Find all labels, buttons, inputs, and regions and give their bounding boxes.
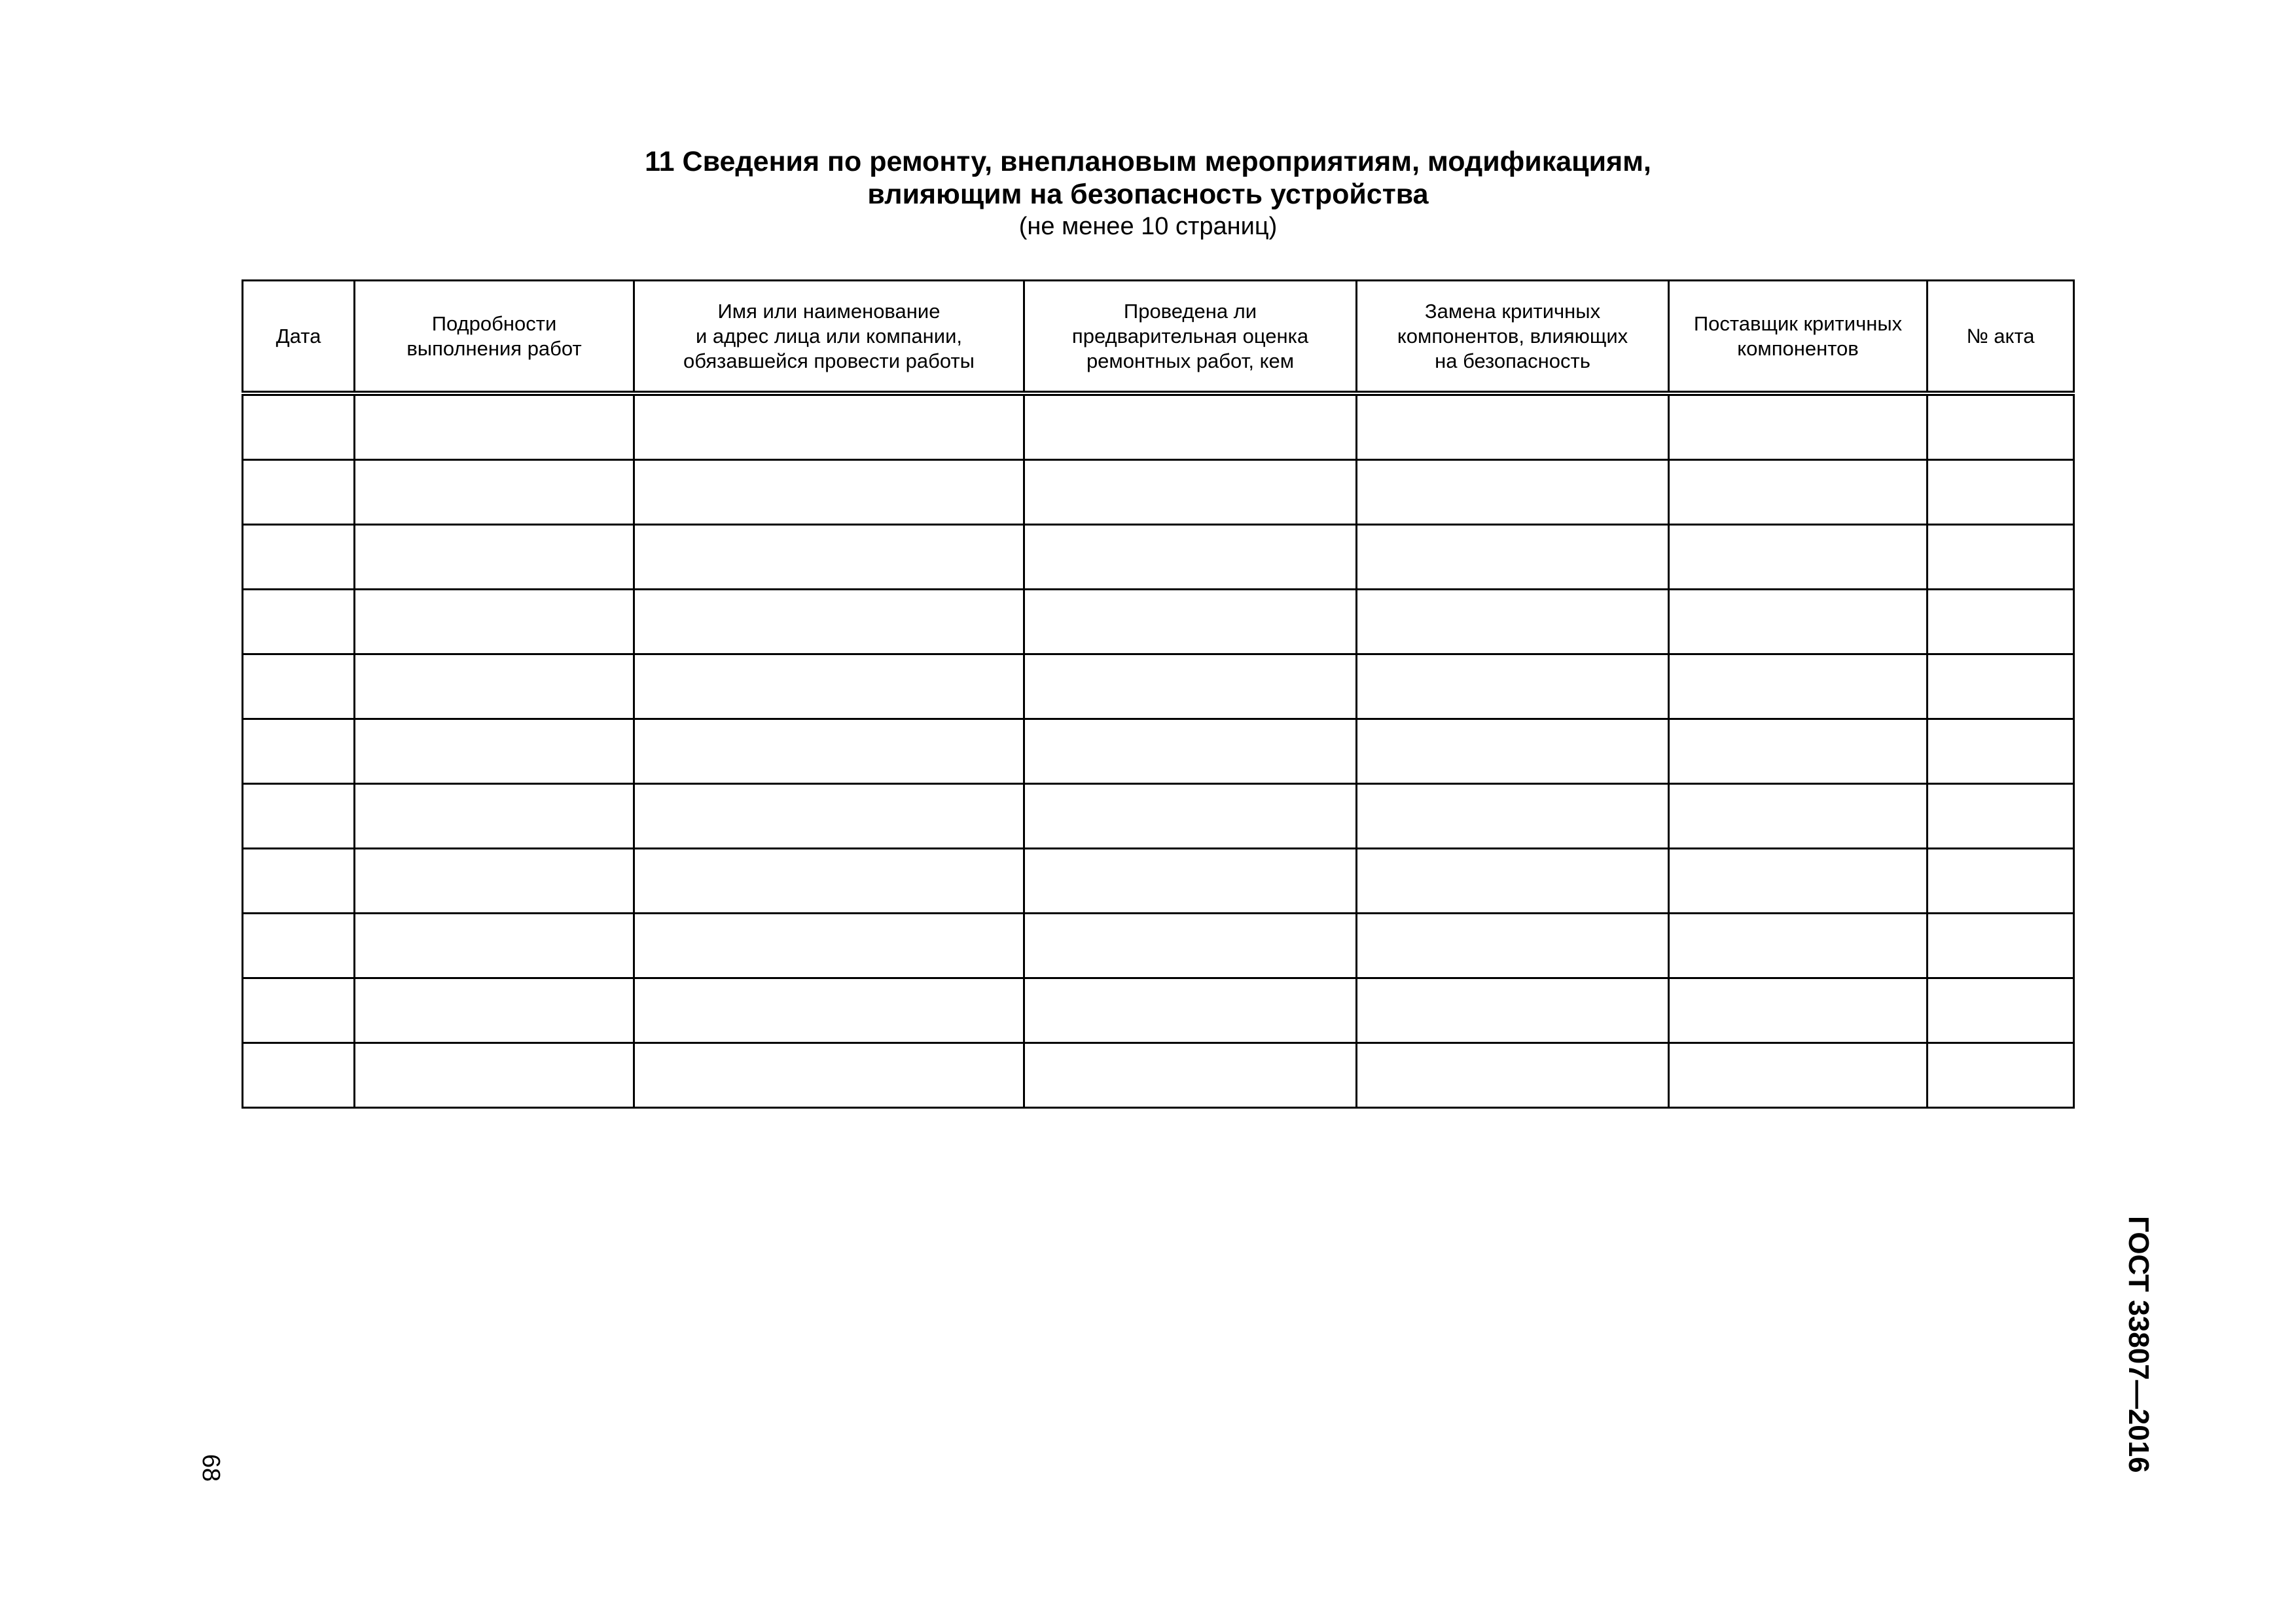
table-cell <box>1357 393 1669 460</box>
table-row <box>243 978 2074 1043</box>
table-row <box>243 654 2074 719</box>
table-row <box>243 719 2074 784</box>
table-cell <box>355 978 634 1043</box>
header-line: ремонтных работ, кем <box>1086 349 1295 372</box>
table-row <box>243 393 2074 460</box>
table-cell <box>1357 525 1669 590</box>
table-row <box>243 784 2074 849</box>
table-cell <box>243 1043 355 1108</box>
table-cell <box>355 914 634 978</box>
table-row <box>243 460 2074 525</box>
table-cell <box>1928 914 2074 978</box>
header-line: выполнения работ <box>406 336 582 360</box>
header-line: предварительная оценка <box>1071 324 1309 348</box>
table-row <box>243 525 2074 590</box>
table-cell <box>1928 784 2074 849</box>
table-cell <box>634 978 1024 1043</box>
table-cell <box>243 719 355 784</box>
table-cell <box>355 784 634 849</box>
table-header-row <box>243 281 2074 394</box>
table-cell <box>243 849 355 914</box>
table-cell <box>1357 914 1669 978</box>
table-cell <box>355 393 634 460</box>
table-cell <box>1357 849 1669 914</box>
table-row <box>243 914 2074 978</box>
table-cell <box>1024 393 1357 460</box>
table-cell <box>634 784 1024 849</box>
table-cell <box>1357 590 1669 654</box>
table-cell <box>1928 719 2074 784</box>
table-cell <box>634 525 1024 590</box>
table-cell <box>634 460 1024 525</box>
table-cell <box>243 914 355 978</box>
table-cell <box>1024 525 1357 590</box>
table-cell <box>1024 654 1357 719</box>
table-cell <box>1928 525 2074 590</box>
header-line: Подробности <box>431 312 557 335</box>
table-cell <box>243 654 355 719</box>
table-cell <box>1928 654 2074 719</box>
table-cell <box>1928 1043 2074 1108</box>
table-cell <box>1024 1043 1357 1108</box>
table-cell <box>1669 590 1928 654</box>
table-cell <box>243 393 355 460</box>
table-cell <box>1024 590 1357 654</box>
page-number: 68 <box>197 1454 224 1482</box>
header-line: компонентов <box>1737 336 1859 360</box>
table-cell <box>634 393 1024 460</box>
table-cell <box>243 460 355 525</box>
table-cell <box>1669 784 1928 849</box>
header-preliminary-assessment <box>1024 281 1357 394</box>
table-body <box>243 393 2074 1108</box>
title-subtitle: (не менее 10 страниц) <box>1018 213 1278 240</box>
table-row <box>243 849 2074 914</box>
table-cell <box>355 719 634 784</box>
table-cell <box>634 654 1024 719</box>
table-cell <box>1669 719 1928 784</box>
header-line: компонентов, влияющих <box>1397 324 1628 348</box>
table-cell <box>1928 460 2074 525</box>
table-cell <box>634 1043 1024 1108</box>
header-act-number <box>1928 281 2074 394</box>
table-cell <box>1357 654 1669 719</box>
title-line-2: влияющим на безопасность устройства <box>867 179 1429 210</box>
table-cell <box>1928 590 2074 654</box>
header-line: № акта <box>1966 324 2035 348</box>
header-line: Поставщик критичных <box>1693 312 1903 335</box>
table-cell <box>1357 784 1669 849</box>
table-cell <box>1357 719 1669 784</box>
table-cell <box>355 1043 634 1108</box>
table-cell <box>355 460 634 525</box>
table-cell <box>1669 460 1928 525</box>
table-row <box>243 1043 2074 1108</box>
header-line: Проведена ли <box>1123 299 1257 323</box>
table-cell <box>1024 914 1357 978</box>
table-cell <box>1024 719 1357 784</box>
header-date <box>243 281 355 394</box>
table-cell <box>243 784 355 849</box>
table-cell <box>1669 393 1928 460</box>
table-cell <box>634 914 1024 978</box>
table-cell <box>355 849 634 914</box>
table-cell <box>634 590 1024 654</box>
header-line: Замена критичных <box>1424 299 1601 323</box>
header-line: обязавшейся провести работы <box>683 349 975 372</box>
page-heading <box>0 145 2296 242</box>
table-cell <box>634 849 1024 914</box>
table-cell <box>1024 784 1357 849</box>
table-cell <box>1669 654 1928 719</box>
header-line: Дата <box>276 324 321 348</box>
header-line: Имя или наименование <box>717 299 941 323</box>
table-cell <box>355 525 634 590</box>
table-row <box>243 590 2074 654</box>
header-work-details <box>355 281 634 394</box>
table-cell <box>1669 914 1928 978</box>
table-cell <box>1928 978 2074 1043</box>
table-cell <box>355 590 634 654</box>
table-cell <box>243 978 355 1043</box>
table-cell <box>1357 460 1669 525</box>
header-contractor <box>634 281 1024 394</box>
table-cell <box>1024 849 1357 914</box>
repair-log-table <box>242 279 2075 1109</box>
header-supplier <box>1669 281 1928 394</box>
table-cell <box>1024 978 1357 1043</box>
table-cell <box>1669 978 1928 1043</box>
table-cell <box>1357 1043 1669 1108</box>
header-line: и адрес лица или компании, <box>695 324 963 348</box>
header-critical-components <box>1357 281 1669 394</box>
table-cell <box>243 590 355 654</box>
table-cell <box>634 719 1024 784</box>
table-cell <box>1024 460 1357 525</box>
table-cell <box>243 525 355 590</box>
table-cell <box>1928 393 2074 460</box>
table-cell <box>1669 849 1928 914</box>
title-line-1: 11 Сведения по ремонту, внеплановым мероприятиям, модификациям, <box>645 146 1651 177</box>
table-cell <box>1357 978 1669 1043</box>
table-cell <box>1928 849 2074 914</box>
standard-designation: ГОСТ 33807—2016 <box>2123 1216 2155 1473</box>
table-cell <box>355 654 634 719</box>
table-cell <box>1669 525 1928 590</box>
header-line: на безопасность <box>1435 349 1590 372</box>
table-cell <box>1669 1043 1928 1108</box>
